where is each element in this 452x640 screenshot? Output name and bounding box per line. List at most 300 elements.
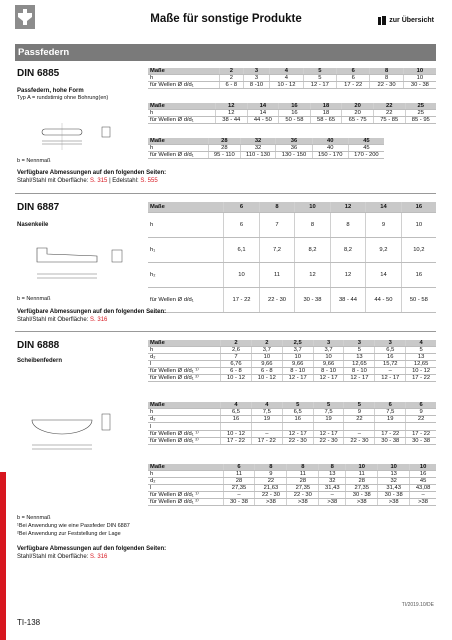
table-cell: 32: [378, 478, 410, 485]
table-cell: 10 - 12: [406, 368, 436, 375]
table-cell: 75 - 85: [373, 117, 405, 124]
table-cell: 8: [259, 202, 294, 212]
table-cell: 22: [373, 110, 405, 117]
table-row: [148, 110, 436, 117]
table-cell: 3,7: [251, 347, 282, 354]
table-cell: 20: [342, 103, 374, 110]
table-cell: [282, 423, 313, 431]
din6885-table-2: [148, 103, 436, 124]
table-cell: 17 - 22: [406, 375, 436, 382]
table-cell: >38: [378, 499, 410, 506]
table-cell: 14: [247, 103, 279, 110]
table-cell: 8: [295, 212, 330, 237]
table-cell: 12 - 17: [313, 431, 344, 438]
table-cell: 22: [344, 416, 375, 423]
table-cell: 6,5: [375, 347, 406, 354]
table-row: [148, 485, 436, 492]
table-cell: 65 - 75: [342, 117, 374, 124]
din6885-bnote: b = Nennmaß: [17, 158, 51, 164]
table-cell: 22: [255, 478, 287, 485]
table-cell: 20: [342, 110, 374, 117]
table-cell: 7,5: [375, 409, 406, 416]
table-cell: 6,1: [224, 237, 259, 262]
din6888-subtitle: Scheibenfedern: [17, 358, 63, 364]
table-cell: 10: [403, 75, 436, 82]
table-cell: 30 - 38: [375, 438, 406, 445]
din6885-table-3: [148, 138, 384, 159]
table-cell: 16: [401, 262, 436, 287]
table-cell: 17 - 22: [375, 431, 406, 438]
table-cell: 44 - 50: [366, 287, 401, 312]
din6888-bnote: b = Nennmaß: [17, 515, 51, 521]
table-cell: 6 - 8: [219, 82, 243, 89]
din6888-table-1: [148, 340, 436, 382]
table-cell: h: [148, 145, 208, 152]
table-row: [148, 375, 436, 382]
table-cell: Maße: [148, 138, 208, 145]
table-cell: [313, 423, 344, 431]
table-cell: 16: [410, 471, 436, 478]
overview-link-label[interactable]: zur Übersicht: [389, 17, 434, 24]
din6887-subtitle: Nasenkeile: [17, 222, 49, 228]
table-cell: [406, 423, 436, 431]
table-row: [148, 431, 436, 438]
table-cell: 40: [312, 145, 348, 152]
table-cell: für Wellen Ø d/d₁ ²⁾: [148, 438, 221, 445]
table-cell: 21,63: [255, 485, 287, 492]
table-cell: d₂: [148, 354, 221, 361]
table-cell: 10: [403, 68, 436, 75]
table-row: [148, 202, 436, 212]
table-cell: 2,5: [282, 340, 313, 347]
table-cell: 15,72: [375, 361, 406, 368]
table-row: [148, 237, 436, 262]
table-cell: h: [148, 75, 219, 82]
table-cell: für Wellen Ø d/d₁: [148, 152, 208, 159]
table-cell: 6,76: [221, 361, 252, 368]
din6885-link-steel[interactable]: S. 315: [90, 178, 108, 184]
table-cell: 4: [270, 75, 303, 82]
table-cell: 6: [337, 75, 370, 82]
table-cell: 2: [219, 68, 243, 75]
table-cell: 8 - 10: [344, 368, 375, 375]
din6888-footnote-1: ¹Bei Anwendung wie eine Passfeder DIN 6887: [17, 523, 130, 529]
table-cell: 2,6: [221, 347, 252, 354]
table-cell: 10: [401, 212, 436, 237]
table-cell: 6: [223, 464, 255, 471]
table-cell: h: [148, 110, 215, 117]
table-cell: 6: [406, 402, 436, 409]
table-cell: 2: [251, 340, 282, 347]
table-cell: 6: [337, 68, 370, 75]
table-row: [148, 354, 436, 361]
table-row: [148, 212, 436, 237]
table-cell: 10 - 12: [251, 375, 282, 382]
table-cell: 12 - 17: [303, 82, 336, 89]
table-cell: 9,66: [251, 361, 282, 368]
table-cell: 9: [255, 471, 287, 478]
divider: [15, 331, 436, 332]
table-cell: 3: [243, 68, 269, 75]
din6888-table-3: [148, 464, 436, 506]
table-cell: für Wellen Ø d/d₁: [148, 82, 219, 89]
table-cell: d₂: [148, 416, 221, 423]
table-cell: 9: [344, 409, 375, 416]
table-cell: 12: [330, 202, 365, 212]
table-cell: 170 - 200: [348, 152, 384, 159]
table-cell: >38: [346, 499, 378, 506]
table-cell: 16: [279, 110, 311, 117]
table-cell: 95 - 110: [208, 152, 240, 159]
table-cell: 4: [270, 68, 303, 75]
table-cell: [375, 423, 406, 431]
table-cell: 30 - 38: [223, 499, 255, 506]
table-cell: für Wellen Ø d/d₁ ¹⁾: [148, 431, 221, 438]
table-cell: 12: [215, 103, 247, 110]
din6887-bnote: b = Nennmaß: [17, 296, 51, 302]
table-cell: 17 - 22: [221, 438, 252, 445]
table-cell: >38: [319, 499, 346, 506]
table-cell: –: [344, 431, 375, 438]
table-cell: 22 - 30: [313, 438, 344, 445]
divider: [15, 193, 436, 194]
table-cell: 6,5: [282, 409, 313, 416]
table-cell: für Wellen Ø d/d₁: [148, 287, 224, 312]
table-cell: für Wellen Ø d/d₁: [148, 117, 215, 124]
table-cell: 58 - 65: [310, 117, 342, 124]
table-row: [148, 145, 384, 152]
table-cell: l: [148, 423, 221, 431]
table-row: [148, 409, 436, 416]
table-cell: 8: [330, 212, 365, 237]
din6887-link-steel[interactable]: S. 316: [90, 317, 108, 323]
table-cell: >38: [287, 499, 319, 506]
section-heading: Passfedern: [15, 44, 436, 61]
table-cell: –: [319, 492, 346, 499]
table-cell: 5: [313, 402, 344, 409]
table-cell: 16: [279, 103, 311, 110]
table-cell: 16: [375, 354, 406, 361]
table-cell: 2: [219, 75, 243, 82]
table-cell: 14: [366, 202, 401, 212]
din6885-title: DIN 6885: [17, 68, 60, 79]
table-cell: 17 - 22: [337, 82, 370, 89]
table-cell: 9: [406, 409, 436, 416]
din6887-drawing: [17, 238, 137, 288]
table-cell: 12: [215, 110, 247, 117]
table-cell: 28: [346, 478, 378, 485]
table-cell: 17 - 22: [406, 431, 436, 438]
table-cell: für Wellen Ø d/d₁ ²⁾: [148, 499, 223, 506]
table-cell: 12 - 17: [313, 375, 344, 382]
table-cell: 5: [344, 402, 375, 409]
table-cell: 11: [259, 262, 294, 287]
table-cell: 30 - 38: [295, 287, 330, 312]
table-cell: 45: [348, 145, 384, 152]
table-cell: 22 - 30: [344, 438, 375, 445]
table-cell: h₁: [148, 237, 224, 262]
table-cell: 8: [255, 464, 287, 471]
table-cell: 19: [375, 416, 406, 423]
table-cell: 8: [287, 464, 319, 471]
table-cell: 30 - 38: [406, 438, 436, 445]
table-cell: 8 - 10: [313, 368, 344, 375]
table-cell: 32: [319, 478, 346, 485]
table-cell: >38: [410, 499, 436, 506]
table-cell: 30 - 38: [346, 492, 378, 499]
table-cell: 4: [221, 402, 252, 409]
table-cell: 12 - 17: [375, 375, 406, 382]
table-cell: 12 - 17: [282, 375, 313, 382]
table-cell: 31,43: [378, 485, 410, 492]
table-cell: 8: [370, 68, 403, 75]
table-cell: 3: [243, 75, 269, 82]
table-cell: 6,5: [221, 409, 252, 416]
table-cell: 8 -10: [243, 82, 269, 89]
table-cell: 6: [375, 402, 406, 409]
table-cell: 10 - 12: [270, 82, 303, 89]
table-cell: 3: [313, 340, 344, 347]
table-cell: 13: [344, 354, 375, 361]
table-cell: h: [148, 409, 221, 416]
table-cell: 27,35: [287, 485, 319, 492]
table-cell: 40: [312, 138, 348, 145]
table-row: [148, 75, 436, 82]
side-accent-bar: [0, 472, 6, 640]
table-cell: 6: [224, 202, 259, 212]
table-cell: 19: [313, 416, 344, 423]
table-cell: 27,35: [223, 485, 255, 492]
table-cell: für Wellen Ø d/d₁ ¹⁾: [148, 492, 223, 499]
table-cell: 19: [251, 416, 282, 423]
din6887-availability: Verfügbare Abmessungen auf den folgenden Seiten: Stahl/Stahl mit Oberfläche: S. 316: [17, 309, 167, 323]
table-cell: Maße: [148, 103, 215, 110]
table-cell: 5: [303, 75, 336, 82]
table-cell: 3: [375, 340, 406, 347]
table-cell: h: [148, 347, 221, 354]
table-cell: 10: [295, 202, 330, 212]
table-row: [148, 471, 436, 478]
page-title: Maße für sonstige Produkte: [150, 13, 302, 25]
table-cell: 10: [313, 354, 344, 361]
page-number: TI-138: [17, 618, 41, 627]
table-cell: 10: [378, 464, 410, 471]
table-cell: für Wellen Ø d/d₁ ¹⁾: [148, 368, 221, 375]
table-cell: 150 - 170: [312, 152, 348, 159]
table-row: [148, 492, 436, 499]
table-cell: 45: [348, 138, 384, 145]
table-cell: 5: [303, 68, 336, 75]
table-cell: Maße: [148, 68, 219, 75]
table-cell: 7: [221, 354, 252, 361]
table-cell: 10: [346, 464, 378, 471]
table-row: [148, 423, 436, 431]
table-cell: 30 - 38: [403, 82, 436, 89]
table-cell: 14: [247, 110, 279, 117]
overview-icon: [378, 16, 387, 25]
table-cell: 10: [251, 354, 282, 361]
table-cell: 10: [410, 464, 436, 471]
table-cell: 28: [208, 145, 240, 152]
overview-link[interactable]: [378, 16, 434, 25]
table-cell: h₂: [148, 262, 224, 287]
table-cell: d₂: [148, 478, 223, 485]
table-cell: >38: [255, 499, 287, 506]
table-cell: 13: [319, 471, 346, 478]
table-row: [148, 117, 436, 124]
table-cell: 4: [251, 402, 282, 409]
table-cell: 22 - 30: [259, 287, 294, 312]
din6888-title: DIN 6888: [17, 340, 60, 351]
table-cell: 13: [378, 471, 410, 478]
din6885-type: Typ A = rundstirnig ohne Bohrung(en): [17, 95, 109, 101]
table-cell: 12: [330, 262, 365, 287]
table-cell: 10: [282, 354, 313, 361]
din6885-subtitle: Passfedern, hohe Form: [17, 88, 84, 94]
table-cell: 31,43: [319, 485, 346, 492]
table-cell: 12,65: [406, 361, 436, 368]
table-cell: 16: [221, 416, 252, 423]
table-cell: 16: [401, 202, 436, 212]
table-cell: –: [375, 368, 406, 375]
table-cell: 9,2: [366, 237, 401, 262]
table-cell: [344, 423, 375, 431]
table-cell: 50 - 58: [401, 287, 436, 312]
table-cell: [251, 423, 282, 431]
table-cell: 5: [406, 347, 436, 354]
table-cell: 3,7: [282, 347, 313, 354]
table-cell: 8: [319, 464, 346, 471]
table-row: [148, 368, 436, 375]
din6885-drawing: [17, 115, 127, 155]
table-cell: 36: [276, 145, 312, 152]
table-row: [148, 478, 436, 485]
table-cell: 28: [223, 478, 255, 485]
table-cell: 43,08: [410, 485, 436, 492]
table-cell: 4: [406, 340, 436, 347]
table-cell: 17 - 22: [224, 287, 259, 312]
table-cell: 8,2: [295, 237, 330, 262]
table-cell: 38 - 44: [330, 287, 365, 312]
table-cell: 32: [240, 138, 276, 145]
table-cell: 22 - 30: [255, 492, 287, 499]
table-row: [148, 287, 436, 312]
table-cell: 32: [240, 145, 276, 152]
table-cell: 11: [346, 471, 378, 478]
table-cell: 25: [405, 110, 436, 117]
table-cell: 110 - 130: [240, 152, 276, 159]
table-cell: 22 - 30: [287, 492, 319, 499]
table-cell: 18: [310, 110, 342, 117]
table-cell: [221, 423, 252, 431]
table-row: [148, 152, 384, 159]
table-cell: 3: [344, 340, 375, 347]
table-cell: für Wellen Ø d/d₁ ²⁾: [148, 375, 221, 382]
table-cell: 9,66: [282, 361, 313, 368]
table-cell: 44 - 50: [247, 117, 279, 124]
table-row: [148, 499, 436, 506]
table-cell: h: [148, 471, 223, 478]
table-cell: 13: [406, 354, 436, 361]
table-cell: 10 - 12: [221, 431, 252, 438]
din6885-link-stainless[interactable]: S. 555: [140, 178, 158, 184]
table-cell: 22: [373, 103, 405, 110]
din6888-footnote-2: ²Bei Anwendung zur Feststellung der Lage: [17, 531, 121, 537]
table-cell: 27,35: [346, 485, 378, 492]
table-cell: 28: [208, 138, 240, 145]
table-cell: 10,2: [401, 237, 436, 262]
table-cell: 45: [410, 478, 436, 485]
table-cell: 12,65: [344, 361, 375, 368]
table-cell: –: [223, 492, 255, 499]
table-cell: 130 - 150: [276, 152, 312, 159]
table-cell: 8 - 10: [282, 368, 313, 375]
table-cell: 28: [287, 478, 319, 485]
din6885-table-1: [148, 68, 436, 89]
table-cell: 17 - 22: [251, 438, 282, 445]
table-cell: 11: [287, 471, 319, 478]
table-cell: 9,66: [313, 361, 344, 368]
table-cell: Maße: [148, 202, 224, 212]
table-cell: 85 - 95: [405, 117, 436, 124]
table-cell: 6: [224, 212, 259, 237]
table-cell: 10 - 12: [221, 375, 252, 382]
din6888-drawing: [17, 400, 127, 470]
table-cell: 25: [405, 103, 436, 110]
table-cell: 50 - 58: [279, 117, 311, 124]
din6887-title: DIN 6887: [17, 202, 60, 213]
din6888-availability: Verfügbare Abmessungen auf den folgenden Seiten: Stahl/Stahl mit Oberfläche: S. 316: [17, 546, 167, 560]
table-cell: 3,7: [313, 347, 344, 354]
din6887-table: [148, 202, 436, 313]
table-cell: 2: [221, 340, 252, 347]
document-code: TI/2019.10/DE: [401, 602, 434, 608]
table-cell: 5: [282, 402, 313, 409]
table-row: [148, 262, 436, 287]
table-cell: l: [148, 485, 223, 492]
table-row: [148, 416, 436, 423]
table-cell: 22 - 30: [282, 438, 313, 445]
table-cell: 7,5: [313, 409, 344, 416]
table-cell: 12 - 17: [344, 375, 375, 382]
table-cell: 12 - 17: [282, 431, 313, 438]
table-cell: 6 - 8: [251, 368, 282, 375]
table-cell: 16: [282, 416, 313, 423]
table-cell: 6 - 8: [221, 368, 252, 375]
table-cell: 9: [366, 212, 401, 237]
table-cell: 11: [223, 471, 255, 478]
table-cell: 36: [276, 138, 312, 145]
table-cell: 14: [366, 262, 401, 287]
table-cell: 10: [224, 262, 259, 287]
table-cell: 8,2: [330, 237, 365, 262]
table-cell: –: [251, 431, 282, 438]
din6888-table-2: [148, 402, 436, 445]
table-cell: h: [148, 212, 224, 237]
table-cell: 5: [344, 347, 375, 354]
din6885-availability: Verfügbare Abmessungen auf den folgenden Seiten: Stahl/Stahl mit Oberfläche: S. 315 | Edelstahl: S. 555: [17, 170, 167, 184]
table-cell: Maße: [148, 340, 221, 347]
table-cell: 22 - 30: [370, 82, 403, 89]
table-cell: 7,2: [259, 237, 294, 262]
table-cell: Maße: [148, 464, 223, 471]
table-cell: 18: [310, 103, 342, 110]
table-cell: 12: [295, 262, 330, 287]
din6888-link-steel[interactable]: S. 316: [90, 554, 108, 560]
table-cell: 38 - 44: [215, 117, 247, 124]
table-cell: 7,5: [251, 409, 282, 416]
table-row: [148, 82, 436, 89]
